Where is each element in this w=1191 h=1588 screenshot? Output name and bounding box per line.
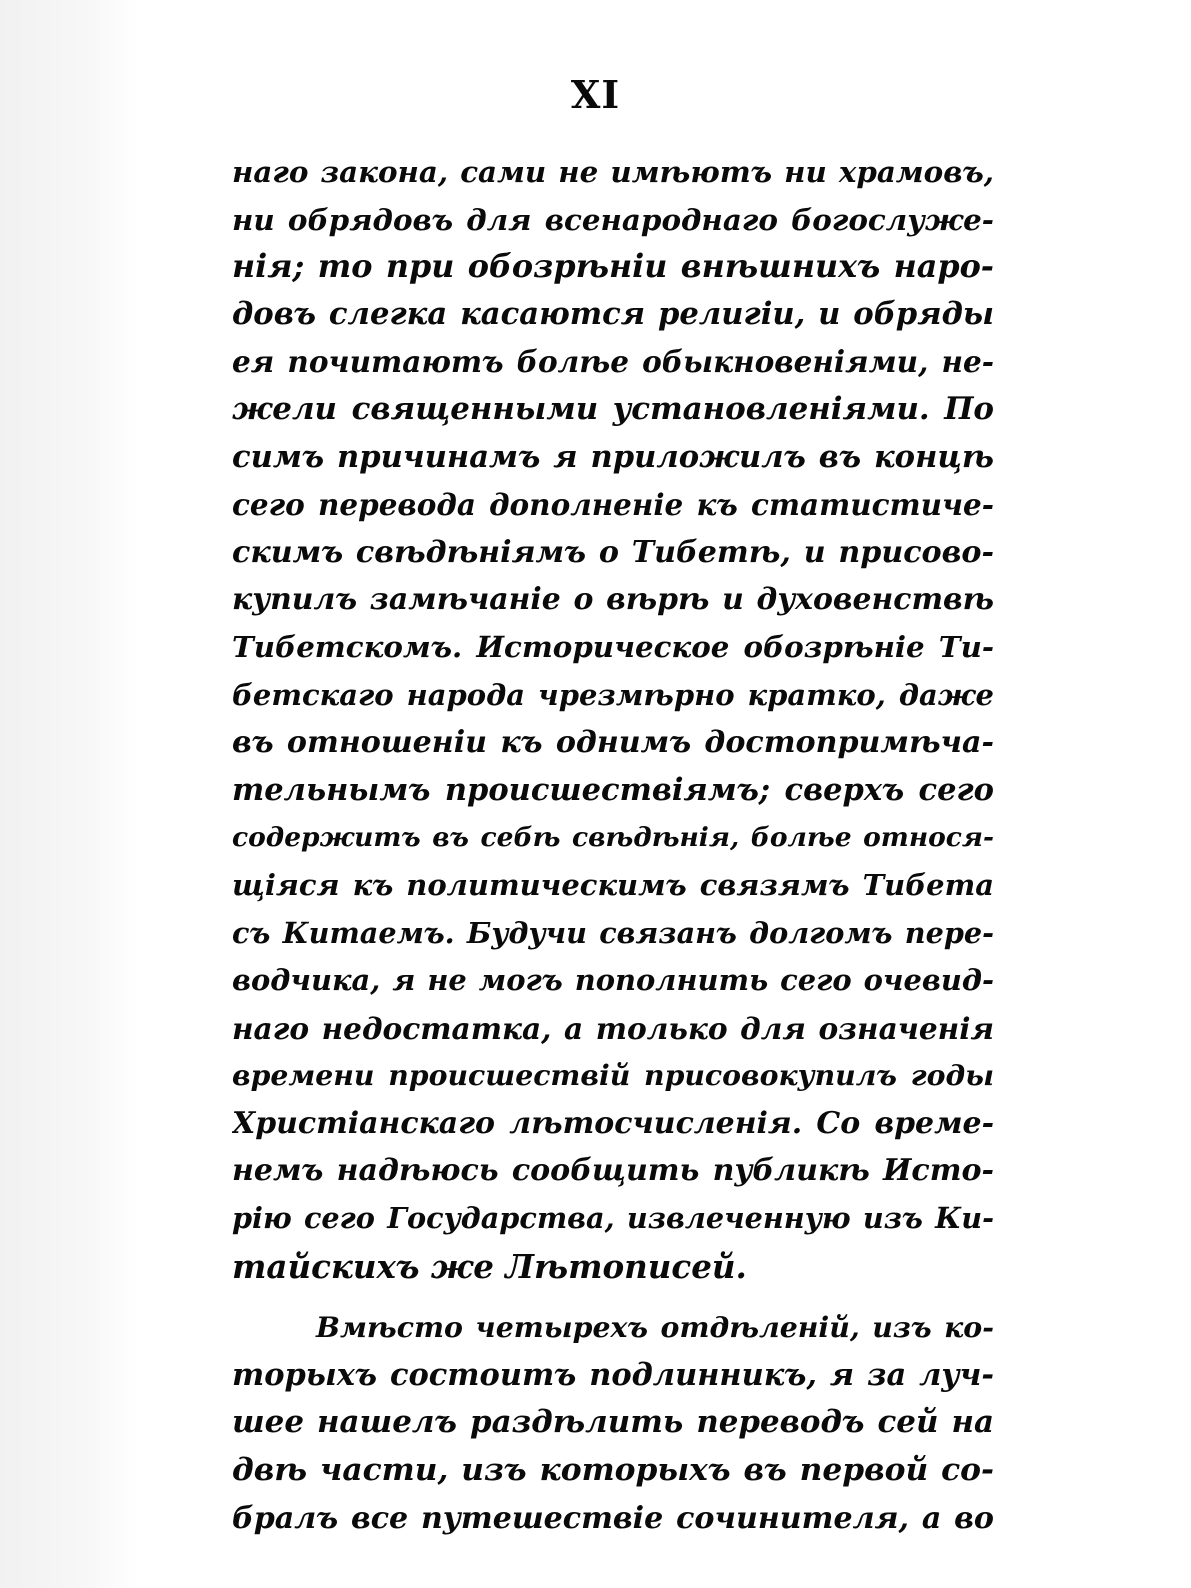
page-number: XI bbox=[570, 72, 621, 117]
text-line: водчика, я не могъ пополнить сего очевид- bbox=[232, 963, 994, 998]
text-line: Христіанскаго лѣтосчисленія. Со време- bbox=[232, 1105, 994, 1141]
body-text bbox=[232, 148, 994, 1542]
text-line: бралъ все путешествіе сочинителя, а во bbox=[232, 1500, 994, 1536]
text-line: жели священными установленіями. По bbox=[232, 390, 994, 427]
text-line: шее нашелъ раздѣлить переводъ сей на bbox=[232, 1404, 994, 1441]
paragraph-2 bbox=[232, 1304, 994, 1542]
text-line: содержитъ въ себѣ свѣдѣнія, болѣе относя- bbox=[232, 822, 994, 854]
paragraph-1 bbox=[232, 148, 994, 1290]
paragraph-spacer bbox=[232, 1290, 994, 1304]
text-line: немъ надѣюсь сообщить публикѣ Исто- bbox=[232, 1153, 994, 1189]
text-line: скимъ свѣдѣніямъ о Тибетѣ, и присово- bbox=[232, 534, 994, 570]
text-line: наго недостатка, а только для означенія bbox=[232, 1010, 994, 1046]
page-gutter-shadow bbox=[0, 0, 140, 1588]
text-line: рію сего Государства, извлеченную изъ Ки- bbox=[232, 1201, 994, 1236]
text-line: нія; то при обозрѣніи внѣшнихъ наро- bbox=[232, 248, 994, 286]
text-line: бетскаго народа чрезмѣрно кратко, даже bbox=[232, 677, 994, 712]
text-line: времени происшествій присовокупилъ годы bbox=[232, 1058, 994, 1093]
text-line: торыхъ состоитъ подлинникъ, я за луч- bbox=[232, 1356, 994, 1393]
text-line: щіяся къ политическимъ связямъ Тибета bbox=[232, 867, 994, 902]
text-line: Вмѣсто четырехъ отдѣленій, изъ ко- bbox=[316, 1310, 994, 1345]
text-line: симъ причинамъ я приложилъ въ концѣ bbox=[232, 438, 994, 475]
text-line: довъ слегка касаются религіи, и обряды bbox=[232, 295, 994, 332]
text-line: двѣ части, изъ которыхъ въ первой со- bbox=[232, 1452, 994, 1489]
text-line: ея почитаютъ болѣе обыкновеніями, не- bbox=[232, 344, 994, 380]
text-line: купилъ замѣчаніе о вѣрѣ и духовенствѣ bbox=[232, 582, 994, 618]
text-line: Тибетскомъ. Историческое обозрѣніе Ти- bbox=[232, 629, 994, 664]
text-line: тайскихъ же Лѣтописей. bbox=[232, 1246, 747, 1286]
text-line: въ отношеніи къ однимъ достопримѣча- bbox=[232, 725, 994, 761]
text-line: съ Китаемъ. Будучи связанъ долгомъ пере- bbox=[232, 915, 994, 950]
text-line: наго закона, сами не имѣютъ ни храмовъ, bbox=[232, 154, 994, 189]
text-line: тельнымъ происшествіямъ; сверхъ сего bbox=[232, 771, 994, 808]
text-line: сего перевода дополненіе къ статистиче- bbox=[232, 487, 994, 523]
text-line: ни обрядовъ для всенароднаго богослуже- bbox=[232, 201, 994, 237]
